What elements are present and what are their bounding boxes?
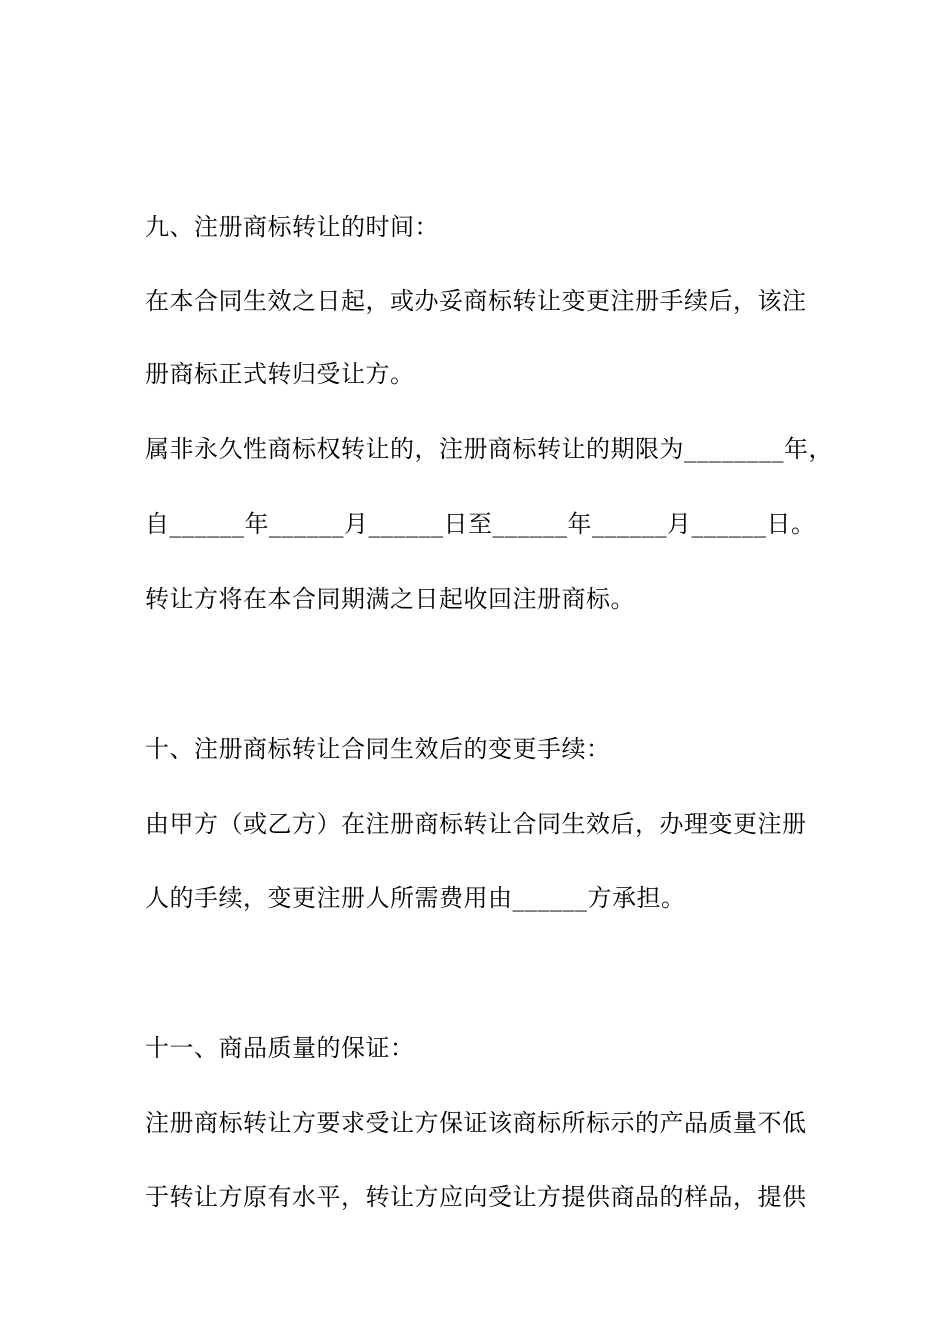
paragraph-line: 转让方将在本合同期满之日起收回注册商标。 (145, 585, 635, 613)
paragraph-line: 人的手续，变更注册人所需费用由______方承担。 (145, 884, 686, 912)
paragraph-line: 册商标正式转归受让方。 (145, 360, 415, 388)
paragraph-line: 注册商标转让方要求受让方保证该商标所标示的产品质量不低 (145, 1109, 807, 1137)
paragraph-line: 属非永久性商标权转让的，注册商标转让的期限为________年， (145, 435, 833, 463)
paragraph-line: 于转让方原有水平，转让方应向受让方提供商品的样品，提供 (145, 1183, 807, 1211)
section-heading-11: 十一、商品质量的保证： (145, 1034, 415, 1062)
paragraph-line: 由甲方（或乙方）在注册商标转让合同生效后，办理变更注册 (145, 810, 807, 838)
section-heading-9: 九、注册商标转让的时间： (145, 213, 439, 241)
section-heading-10: 十、注册商标转让合同生效后的变更手续： (145, 735, 611, 763)
paragraph-line: 在本合同生效之日起，或办妥商标转让变更注册手续后，该注 (145, 287, 807, 315)
paragraph-line: 自______年______月______日至______年______月______日。 (145, 510, 816, 538)
